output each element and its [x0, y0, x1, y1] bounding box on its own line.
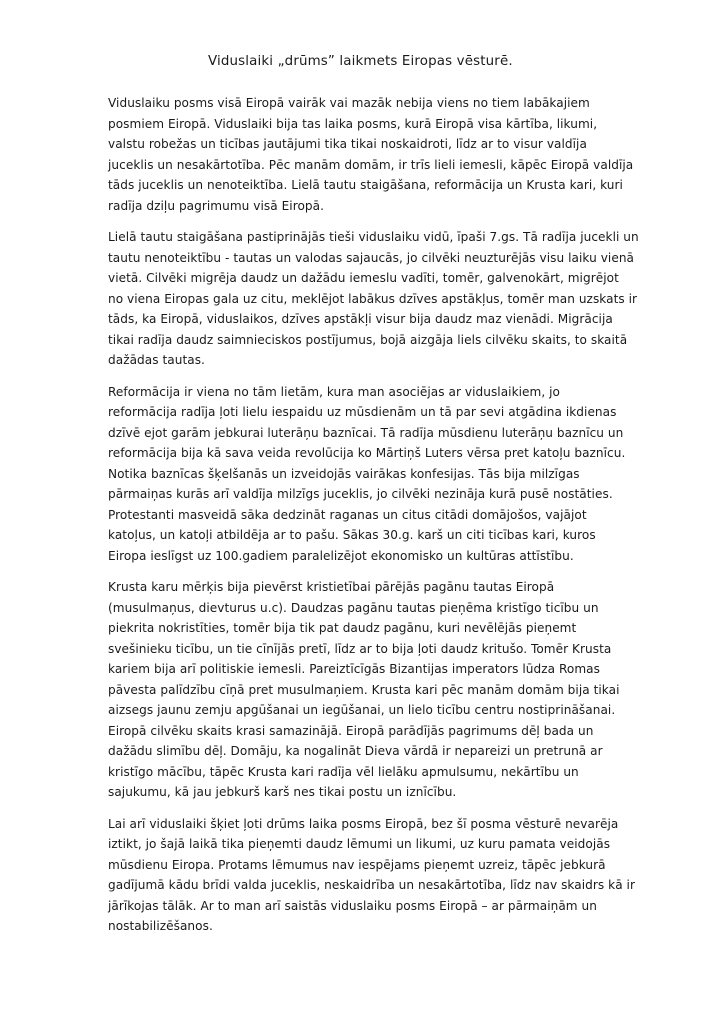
- paragraph-line: Lai arī viduslaiki šķiet ļoti drūms laika posms Eiropā, bez šī posma vēsturē nevarēja: [108, 816, 619, 831]
- paragraph-line: Eiropa ieslīgst uz 100.gadiem paralelizējot ekonomisko un kultūras attīstību.: [108, 548, 574, 563]
- paragraph-line: katoļus, un katoļi atbildēja ar to pašu. Sākas 30.g. karš un citi ticības kari, kuros: [108, 528, 596, 542]
- paragraph-line: reformācija bija kā sava veida revolūcija ko Mārtiņš Luters vērsa pret katoļu baznīcu.: [108, 446, 626, 460]
- paragraph-line: mūsdienu Eiropa. Protams lēmumus nav iespējams pieņemt uzreiz, tāpēc jebkurā: [108, 857, 606, 872]
- paragraph-line: radīja dziļu pagrimumu visā Eiropā.: [108, 198, 324, 213]
- paragraph-line: dažādu slimību dēļ. Domāju, ka nogalināt Dieva vārdā ir nepareizi un pretrunā ar: [108, 744, 603, 758]
- paragraph-line: iztikt, jo šajā laikā tika pieņemti daudz lēmumi un likumi, uz kuru pamata veidojās: [108, 837, 611, 851]
- paragraph-line: Lielā tautu staigāšana pastiprinājās tieši viduslaiku vidū, īpaši 7.gs. Tā radīja jucekli un: [108, 230, 639, 244]
- paragraph-line: Krusta karu mērķis bija pievērst kristietībai pārējās pagānu tautas Eiropā: [108, 580, 555, 594]
- paragraph: [108, 577, 618, 803]
- paragraph-line: posmiem Eiropā. Viduslaiki bija tas laika posms, kurā Eiropā visa kārtība, likumi,: [108, 116, 598, 131]
- document-title: Viduslaiki „drūms” laikmets Eiropas vēsturē.: [208, 54, 513, 69]
- document-body: [108, 93, 639, 937]
- paragraph-line: valstu robežas un ticības jautājumi tika tikai noskaidroti, līdz ar to visur valdīja: [108, 137, 587, 151]
- paragraph-line: reformācija radīja ļoti lielu iespaidu uz mūsdienām un tā par sevi atgādina ikdienas: [108, 405, 617, 419]
- paragraph-line: kristīgo mācību, tāpēc Krusta kari radīja vēl lielāku apmulsumu, nekārtību un: [108, 764, 579, 779]
- paragraph-line: Protestanti masveidā sāka dedzināt raganas un citus citādi domājošos, vajājot: [108, 507, 587, 522]
- paragraph-line: no viena Eiropas gala uz citu, meklējot labākus dzīves apstākļus, tomēr man uzskats ir: [108, 291, 638, 306]
- paragraph-line: juceklis un nesakārtotība. Pēc manām domām, ir trīs lieli iemesli, kāpēc Eiropā valdīja: [108, 157, 634, 172]
- paragraph: [108, 814, 635, 937]
- paragraph-line: vietā. Cilvēki migrēja daudz un dažādu iemeslu vadīti, tomēr, galvenokārt, migrējot: [108, 271, 619, 285]
- paragraph: [108, 227, 639, 371]
- paragraph-line: gadījumā kādu brīdi valda juceklis, neskaidrība un nesakārtotība, līdz nav skaidrs kā ir: [108, 878, 635, 892]
- paragraph-line: tautu nenoteiktību - tautas un valodas sajaucās, jo cilvēki neuzturējās visu laiku vienā: [108, 250, 634, 265]
- paragraph-line: pāvesta palīdzību cīņā pret musulmaņiem. Krusta kari pēc manām domām bija tikai: [108, 682, 620, 697]
- paragraph-line: (musulmaņus, dievturus u.c). Daudzas pagānu tautas pieņēma kristīgo ticību un: [108, 600, 599, 615]
- paragraph-line: Viduslaiku posms visā Eiropā vairāk vai mazāk nebija viens no tiem labākajiem: [108, 96, 590, 110]
- paragraph: [108, 93, 634, 216]
- document-page: [108, 52, 639, 948]
- paragraph-line: svešinieku ticību, un tie cīnījās pretī, līdz ar to bija ļoti daudz kritušo. Tomēr Krusta: [108, 641, 612, 656]
- paragraph-line: Notika baznīcas šķelšanās un izveidojās vairākas konfesijas. Tās bija milzīgas: [108, 466, 580, 481]
- paragraph-line: piekrita nokristīties, tomēr bija tik pat daudz pagānu, kuri nevēlējās pieņemt: [108, 621, 577, 635]
- paragraph-line: Reformācija ir viena no tām lietām, kura man asociējas ar viduslaikiem, jo: [108, 384, 561, 399]
- paragraph-line: tāds juceklis un nenoteiktība. Lielā tautu staigāšana, reformācija un Krusta kari, kuri: [108, 178, 623, 192]
- paragraph-line: Eiropā cilvēku skaits krasi samazinājā. Eiropā parādījās pagrimums dēļ bada un: [108, 723, 594, 738]
- paragraph-line: kariem bija arī politiskie iemesli. Pareiztīcīgās Bizantijas imperators lūdza Romas: [108, 662, 600, 676]
- paragraph: [108, 382, 626, 567]
- paragraph-line: sajukumu, kā jau jebkurš karš nes tikai postu un iznīcību.: [108, 785, 457, 799]
- paragraph-line: tāds, ka Eiropā, viduslaikos, dzīves apstākļi visur bija daudz maz vienādi. Migrācija: [108, 312, 613, 326]
- paragraph-line: pārmaiņas kurās arī valdīja milzīgs juceklis, jo cilvēki nezināja kurā pusē nostāties.: [108, 487, 613, 501]
- paragraph-line: nostabilizēšanos.: [108, 919, 213, 933]
- paragraph-line: tikai radīja daudz saimnieciskos postījumus, bojā aizgāja liels cilvēku skaits, to skaitā: [108, 332, 628, 347]
- paragraph-line: dzīvē ejot garām jebkurai luterāņu baznīcai. Tā radīja mūsdienu luterāņu baznīcu un: [108, 425, 624, 440]
- paragraph-line: jārīkojas tālāk. Ar to man arī saistās viduslaiku posms Eiropā – ar pārmaiņām un: [108, 898, 597, 913]
- paragraph-line: dažādas tautas.: [108, 353, 205, 367]
- paragraph-line: aizsegs jaunu zemju apgūšanai un iegūšanai, un lielo ticību centru nostiprināšanai.: [108, 703, 616, 717]
